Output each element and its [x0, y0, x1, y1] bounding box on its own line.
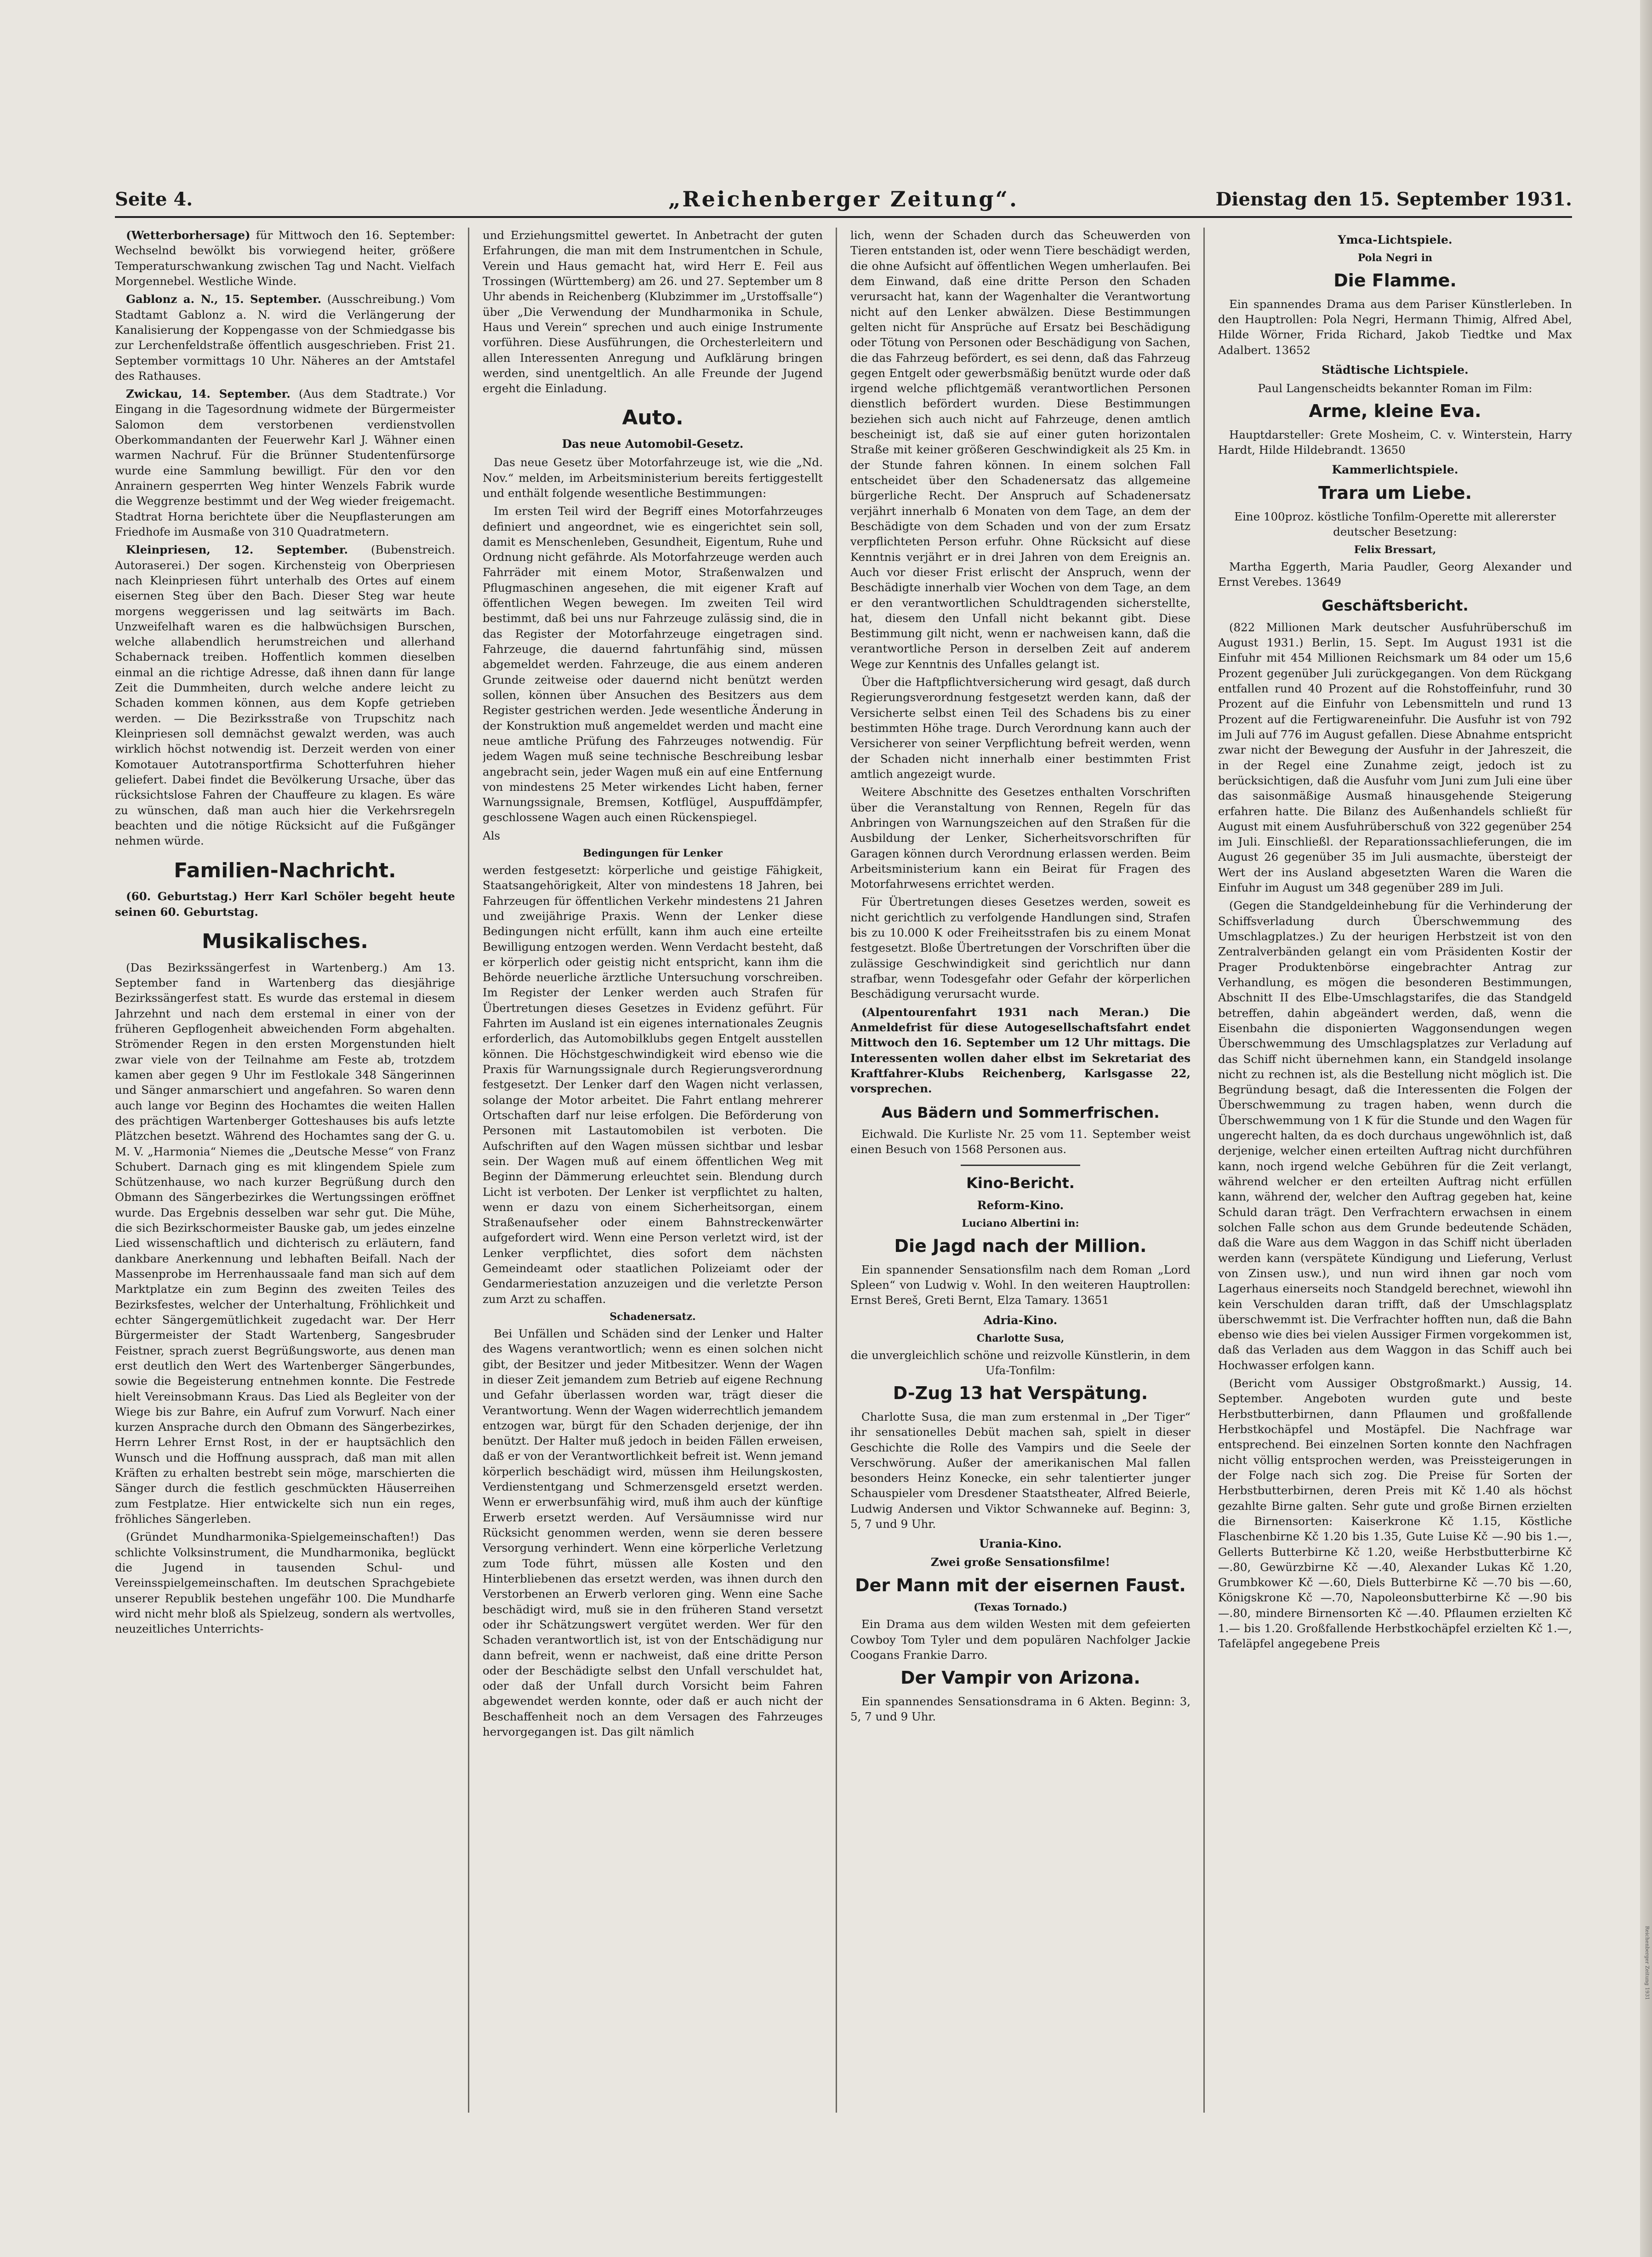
urania-title-2: Der Vampir von Arizona. [900, 1668, 1140, 1688]
column-1 [115, 228, 455, 2113]
weather-lead: (Wetterborhersage) [126, 229, 251, 242]
page-number: Seite 4. [115, 189, 193, 210]
adria-star: Charlotte Susa, [976, 1332, 1065, 1344]
schaden-text: Bei Unfällen und Schäden sind der Lenker und Halter des Wagens verantwortlich; wenn es einen solchen nicht gibt, der Besitzer und jeder Mitbesitzer. Wenn der Wagen in dieser Zeit jemandem zum Betrieb auf eigene Rechnung und Gefahr überlassen worden war, trägt dieser die Verantwortung. Wenn der Wagen widerrechtlich jemandem entzogen war, bürgt für den Schaden derjenige, der ihn benützt. Der Halter muß jedoch in beiden Fällen erweisen, daß er von der Verantwortlichkeit befreit ist. Wenn jemand körperlich beschädigt wird, müssen ihm Heilungskosten, Verdienstentgang und Schmerzensgeld ersetzt werden. Wenn er erwerbsunfähig wird, muß ihm auch der künftige Erwerb ersetzt werden. Auf Versäumnisse wird nur Rücksicht genommen werden, wenn sie deren bessere Versorgung verhindert. Wenn eine körperliche Verletzung zum Tode führt, müssen alle Kosten und den Hinterbliebenen das ersetzt werden, was ihnen durch den Verstorbenen an Erwerb verloren ging. Wenn eine Sache beschädigt wird, muß sie in den früheren Stand versetzt oder ihr Schätzungswert vergütet werden. Wer für den Schaden verantwortlich ist, ist von der Entschädigung nur dann befreit, wenn er nachweist, daß eine dritte Person oder der Beschädigte selbst den Unfall verschuldet hat, oder daß der Unfall durch Vorsicht beim Fahren abgewendet werden konnte, oder daß er auch nicht der Beschaffenheit noch an dem Versagen des Fahrzeuges hervorgegangen ist. Das gilt nämlich [483, 1326, 823, 1739]
urania-title-1: Der Mann mit der eisernen Faust. [855, 1575, 1186, 1595]
urania-text-2: Ein spannendes Sensationsdrama in 6 Akten. Beginn: 3, 5, 7 und 9 Uhr. [850, 1694, 1191, 1724]
kleinpriesen-lead: Kleinpriesen, 12. September. [126, 543, 348, 557]
gesch-text-3: (Bericht vom Aussiger Obstgroßmarkt.) Aussig, 14. September. Angeboten wurden gute und beste Herbstbutterbirnen, dann Pflaumen und großfallende Herbstkochäpfel und Mostäpfel. Die Nachfrage war entsprechend. Bei einzelnen Sorten konnte den Nachfragen nicht völlig entsprochen werden, was Preissteigerungen in der Folge nach sich zog. Die Preise für Sorten der Herbstbutterbirnen, deren Preis mit Kč 1.40 als höchst gezahlte Birne galten. Sehr gute und große Birnen erzielten die Birnensorten: Kaiserkrone Kč 1.15, Köstliche Flaschenbirne Kč 1.20 bis 1.35, Gute Luise Kč —.90 bis 1.—, Gellerts Butterbirne Kč 1.20, weiße Herbstbutterbirne Kč —.80, Gewürzbirne Kč —.40, Alexander Lukas Kč 1.20, Grumbkower Kč —.60, Diels Butterbirne Kč —.70 bis —.60, Königskrone Kč —.70, Napoleonsbutterbirne Kč —.90 bis —.80, mindere Birnensorten Kč —.40. Pflaumen erzielten Kč 1.— bis 1.20. Großfallende Herbstkochäpfel erzielten Kč 1.—, Tafeläpfel angegebene Preis [1218, 1377, 1572, 1651]
auto-text-1: Das neue Gesetz über Motorfahrzeuge ist, wie die „Nd. Nov.“ melden, im Arbeitsministerium bereits fertiggestellt und enthält folgende wesentliche Bestimmungen: [483, 456, 823, 500]
gesch-heading: Geschäftsbericht. [1322, 597, 1469, 615]
column-rule [468, 228, 469, 2113]
music-text-2: (Gründet Mundharmonika-Spielgemeinschaften!) Das schlichte Volksinstrument, die Mundharmonika, beglückt die Jugend in tausenden Schul- und Vereinsspielgemeinschaften. Im deutschen Sprachgebiete unserer Republik bestehen ungefähr 100. Die Mundharfe wird nicht mehr bloß als Spielzeug, sondern als wertvolles, neuzeitliches Unterrichts- [115, 1530, 455, 1636]
kammer-title: Trara um Liebe. [1318, 483, 1472, 503]
ymca-heading: Ymca-Lichtspiele. [1338, 233, 1453, 246]
reform-text [850, 1262, 1191, 1308]
gablonz-report [115, 291, 455, 383]
staedt-text [1218, 427, 1572, 458]
adria-heading: Adria-Kino. [983, 1313, 1058, 1327]
zwickau-lead: Zwickau, 14. September. [126, 387, 291, 401]
auto-als: Als [483, 829, 501, 842]
gablonz-text: (Ausschreibung.) Vom Stadtamt Gablonz a. N. wird die Verlängerung der Kanalisierung der Koppengasse von der Schmiedgasse bis zur Lerchenfeldstraße öffentlich ausgeschrieben. Frist 21. September vormittags 10 Uhr. Näheres an der Amtstafel des Rathauses. [115, 292, 455, 383]
kammer-number: 13649 [1305, 575, 1342, 589]
lenker-text: werden festgesetzt: körperliche und geistige Fähigkeit, Staatsangehörigkeit, Alter von mindestens 18 Jahren, bei Fahrzeugen für öffentlichen Verkehr mindestens 21 Jahren und zweijährige Praxis. Wenn der Lenker diese Bedingungen nicht erfüllt, kann ihm auch eine erteilte Bewilligung entzogen werden. Wenn Verdacht besteht, daß er körperlich oder geistig nicht entspricht, kann ihm die Behörde neuerliche ärztliche Untersuchung vorschreiben. Im Register der Lenker werden auch Strafen für Übertretungen dieses Gesetzes in Evidenz geführt. Für Fahrten im Ausland ist ein eigenes internationales Zeugnis erforderlich, das Automobilklubs gegen Entgelt ausstellen können. Die Höchstgeschwindigkeit wird ebenso wie die Praxis für Warnungssignale durch Regierungsverordnung festgesetzt. Der Lenker darf den Wagen nicht verlassen, solange der Motor arbeitet. Die Fahrt entlang mehrerer Ortschaften darf nur leise erfolgen. Die Beförderung von Personen mit Lastautomobilen ist verboten. Die Aufschriften auf den Wagen müssen sichtbar und lesbar sein. Der Wagen muß auf einem öffentlichen Weg mit Beginn der Dämmerung erleuchtet sein. Blendung durch Licht ist verboten. Der Lenker ist verpflichtet zu halten, wenn er dazu von einem Sicherheitsorgan, einem Straßenaufseher oder einem Bahnstreckenwärter aufgefordert wird. Wenn eine Person verletzt wird, ist der Lenker verpflichtet, dies sofort dem nächsten Gemeindeamt oder staatlichen Polizeiamt oder der Gendarmeriestation anzuzeigen und die verletzte Person zum Arzt zu schaffen. [483, 863, 823, 1306]
lenker-heading: Bedingungen für Lenker [583, 847, 723, 860]
columns [115, 228, 1572, 2113]
kammer-text [1218, 559, 1572, 590]
schaden-heading: Schadenersatz. [610, 1311, 696, 1323]
baeder-heading: Aus Bädern und Sommerfrischen. [881, 1103, 1160, 1121]
baeder-text: Eichwald. Die Kurliste Nr. 25 vom 11. September weist einen Besuch von 1568 Personen aus. [850, 1127, 1191, 1156]
staedt-number: 13650 [1369, 443, 1406, 457]
weather-text: für Mittwoch den 16. September: Wechselnd bewölkt bis vorwiegend heiter, größere Temperaturschwankung zwischen Tag und Nacht. Vielfach Morgennebel. Westliche Winde. [115, 229, 455, 288]
auto-continuation-2: Über die Haftpflichtversicherung wird gesagt, daß durch Regierungsverordnung festgesetzt werden kann, daß der Versicherte selbst einen Teil des Schadens bis zu einer bestimmten Höhe trage. Durch Verordnung kann auch der Versicherer von seiner Verpflichtung befreit werden, wenn der Schaden nicht innerhalb einer bestimmten Frist amtlich angezeigt wurde. [850, 675, 1191, 781]
issue-date: Dienstag den 15. September 1931. [1215, 189, 1572, 210]
adria-text: Charlotte Susa, die man zum erstenmal in „Der Tiger“ ihr sensationelles Debüt machen sah, spielt in dieser Geschichte die Rolle des Vampirs und die Seele der Verschwörung. Außer der amerikanischen Mal fallen besonders Heinz Konecke, ein sehr talentierter junger Schauspieler vom Dresdener Staatstheater, Alfred Beierle, Ludwig Andersen und Viktor Schwanneke auf. Beginn: 3, 5, 7 und 9 Uhr. [850, 1410, 1191, 1531]
kammer-text-body: Martha Eggerth, Maria Paudler, Georg Alexander und Ernst Verebes. [1218, 560, 1572, 589]
gesch-text-1: (822 Millionen Mark deutscher Ausfuhrüberschuß im August 1931.) Berlin, 15. Sept. Im August 1931 ist die Einfuhr mit 454 Millionen Reichsmark um 84 oder um 15,6 Prozent gegenüber Juli zurückgegangen. Von dem Rückgang entfallen rund 40 Prozent auf die Rohstoffeinfuhr, rund 30 Prozent auf die Einfuhr von Lebensmitteln und rund 13 Prozent auf die Fertigwareneinfuhr. Die Ausfuhr ist von 792 im Juli auf 776 im August gefallen. Diese Abnahme entspricht zwar nicht der Bewegung der Ausfuhr in der Jahreszeit, die in der Regel eine Zunahme zeigt, jedoch ist zu berücksichtigen, daß die Ausfuhr vom Juni zum Juli eine über das saisonmäßige Ausmaß hinausgehende Steigerung erfahren hatte. Die Bilanz des Außenhandels schließt für August mit einem Ausfuhrüberschuß von 322 gegenüber 254 im Juli. Einschließl. der Reparationssachlieferungen, die im August 26 gegenüber 35 im Juli ausmachte, übersteigt der Wert der ins Ausland abgesetzten Waren die Waren die Einfuhr im August um 348 gegenüber 289 im Juli. [1218, 620, 1572, 895]
reform-heading: Reform-Kino. [977, 1199, 1064, 1212]
column-rule [1203, 228, 1205, 2113]
family-heading: Familien-Nachricht. [174, 858, 396, 882]
kammer-star: Felix Bressart, [1354, 543, 1436, 556]
ymca-text [1218, 297, 1572, 358]
family-text: (60. Geburtstag.) Herr Karl Schöler begeht heute seinen 60. Geburtstag. [115, 890, 455, 919]
weather-report [115, 228, 455, 289]
page-edge [1640, 0, 1652, 2257]
zwickau-text: (Aus dem Stadtrate.) Vor Eingang in die Tagesordnung widmete der Bürgermeister Salomon dem verstorbenen verdienstvollen Oberkommandanten der Feuerwehr Karl J. Wähner einen warmen Nachruf. Für die Brünner Studentenfürsorge wurde eine Sammlung bewilligt. Für den vor den Anrainern gesperrten Weg hinter Wenzels Fabrik wurde die Weggrenze bestimmt und der Weg wieder freigemacht. Stadtrat Horna berichtete über die Neupflasterungen am Friedhofe im Ausmaße von 310 Quadratmetern. [115, 387, 455, 538]
music-heading: Musikalisches. [202, 929, 368, 953]
kleinpriesen-text: (Bubenstreich. Autoraserei.) Der sogen. Kirchensteig von Oberpriesen nach Kleinpriesen führt unterhalb des Ortes auf einem eisernen Steg über den Bach. Dieser Steg war heute morgens weggerissen und lag seitwärts im Bach. Unzweifelhaft waren es die halbwüchsigen Burschen, welche allabendlich herumstreichen und allerhand Schabernack treiben. Hoffentlich kommen dieselben einmal an die richtige Adresse, daß ihnen dann für lange Zeit die Dummheiten, durch welche andere leicht zu Schaden kommen können, aus dem Kopfe getrieben werden. — Die Bezirksstraße von Trupschitz nach Kleinpriesen soll demnächst gewalzt werden, was auch wirklich höchst notwendig ist. Derzeit werden von einer Komotauer Autotransportfirma Schotterfuhren hieher geliefert. Dabei findet die Bevölkerung Ursache, über das rücksichtslose Fahren der Chauffeure zu klagen. Es wäre zu wünschen, daß man auch hier die Verkehrsregeln beachten und die nötige Rücksicht auf die Fußgänger nehmen würde. [115, 543, 455, 848]
urania-sub: Zwei große Sensationsfilme! [930, 1555, 1111, 1569]
urania-text-1: Ein Drama aus dem wilden Westen mit dem gefeierten Cowboy Tom Tyler und dem populären Nachfolger Jackie Coogans Frankie Darro. [850, 1617, 1191, 1662]
ymca-title: Die Flamme. [1333, 270, 1457, 291]
newspaper-title: „Reichenberger Zeitung“. [668, 187, 1019, 211]
music-continuation: und Erziehungsmittel gewertet. In Anbetracht der guten Erfahrungen, die man mit dem Instrumentchen in Schule, Verein und Haus gemacht hat, wird Herr E. Feil aus Trossingen (Württemberg) am 26. und 27. September um 8 Uhr abends in Reichenberg (Klubzimmer im „Urstoffsalle“) über „Die Verwendung der Mundharmonika in Schule, Haus und Verein“ sprechen und auch einige Instrumente vorführen. Diese Ausführungen, die Orchesterleitern und allen Interessenten Anregung und Aufklärung bringen werden, sind unentgeltlich. An alle Freunde der Jugend ergeht die Einladung. [483, 229, 823, 395]
column-2 [483, 228, 823, 2113]
staedt-heading: Städtische Lichtspiele. [1322, 363, 1469, 377]
staedt-sub: Paul Langenscheidts bekannter Roman im Film: [1258, 381, 1532, 395]
kammer-sub: Eine 100proz. köstliche Tonfilm-Operette mit allererster deutscher Besetzung: [1234, 510, 1556, 539]
separator [961, 1165, 1080, 1166]
staedt-text-body: Hauptdarsteller: Grete Mosheim, C. v. Winterstein, Harry Hardt, Hilde Hildebrandt. [1218, 428, 1572, 457]
reform-star: Luciano Albertini in: [962, 1217, 1079, 1230]
column-rule [836, 228, 837, 2113]
auto-continuation: lich, wenn der Schaden durch das Scheuwerden von Tieren entstanden ist, oder wenn Tiere beschädigt werden, die ohne Aufsicht auf öffentlichen Wegen umherlaufen. Bei dem Einwand, daß eine dritte Person den Schaden verursacht hat, kann der Wagenhalter die Verantwortung nicht auf den Lenker abwälzen. Diese Bestimmungen gelten nicht für Ansprüche auf Ersatz bei Beschädigung oder Tötung von Personen oder Beschädigung von Sachen, die das Fahrzeug befördert, es sei denn, daß das Fahrzeug gegen Entgelt oder gewerbsmäßig benützt wurde oder daß irgend welche pflichtgemäß verantwortlichen Personen dienstlich befördert wurden. Diese Bestimmungen beziehen sich auch nicht auf Fahrzeuge, denen amtlich bescheinigt ist, daß sie auf einer guten horizontalen Straße mit keiner größeren Geschwindigkeit als 25 Km. in der Stunde fahren können. In einem solchen Fall entscheidet über den Schadenersatz das allgemeine bürgerliche Recht. Der Anspruch auf Schadenersatz verjährt innerhalb 6 Monaten von dem Tage, an dem der Beschädigte von dem Schaden und von der zum Ersatz verpflichteten Person erfuhr. Ohne Rücksicht auf diese Kenntnis verjährt er in drei Jahren von dem Ereignis an. Auch vor dieser Frist erlischt der Anspruch, wenn der Beschädigte innerhalb vier Wochen von dem Tage, an dem er den verantwortlichen Schuldtragenden sicherstellte, hat, diesem den Unfall nicht bekannt gibt. Diese Bestimmung gilt nicht, wenn er nachweisen kann, daß die verantwortliche Person in derselben Zeit auf anderem Wege zur Kenntnis des Unfalles gelangt ist. [850, 229, 1191, 671]
auto-continuation-4: Für Übertretungen dieses Gesetzes werden, soweit es nicht gerichtlich zu verfolgende Handlungen sind, Strafen bis zu 10.000 K oder Freiheitsstrafen bis zu einem Monat festgesetzt. Bloße Übertretungen der Vorschriften über die zulässige Geschwindigkeit sind gerichtlich nur dann strafbar, wenn Todesgefahr oder Gefahr der körperlichen Beschädigung verursacht wurde. [850, 895, 1191, 1001]
kleinpriesen-report [115, 542, 455, 848]
gablonz-lead: Gablonz a. N., 15. September. [126, 292, 322, 306]
reform-number: 13651 [1073, 1293, 1109, 1307]
column-3 [850, 228, 1191, 2113]
column-4 [1218, 228, 1572, 2113]
staedt-title: Arme, kleine Eva. [1309, 401, 1481, 422]
adria-sub: die unvergleichlich schöne und reizvolle Künstlerin, in dem Ufa-Tonfilm: [850, 1348, 1191, 1377]
reform-text-body: Ein spannender Sensationsfilm nach dem Roman „Lord Spleen“ von Ludwig v. Wohl. In den weiteren Hauptrollen: Ernst Bereš, Greti Bernt, Elza Tamary. [850, 1263, 1191, 1307]
music-text-1: (Das Bezirkssängerfest in Wartenberg.) Am 13. September fand in Wartenberg das diesjährige Bezirkssängerfest statt. Es wurde das erstemal in diesem Jahrzehnt und nach dem erstemal in einer von der früheren Gepflogenheit abweichenden Form abgehalten. Strömender Regen in den ersten Morgenstunden hielt zwar viele von der Teilnahme am Feste ab, trotzdem kamen aber gegen 9 Uhr im Festlokale 348 Sängerinnen und Sänger anmarschiert und angefahren. So waren denn auch lange vor Beginn des Hochamtes die weiten Hallen des prächtigen Wartenberger Gotteshauses bis aufs letzte Plätzchen besetzt. Während des Hochamtes sang der G. u. M. V. „Harmonia“ Niemes die „Deutsche Messe“ von Franz Schubert. Darnach ging es mit klingendem Spiele zum Schützenhause, wo nach kurzer Begrüßung durch den Obmann des Sängerbezirkes die Wertungssingen eröffnet wurde. Das Ergebnis desselben war sehr gut. Die Mühe, die sich Bezirkschormeister Bauske gab, um jedes einzelne Lied wissenschaftlich und dichterisch zu erläutern, fand dankbare Anerkennung und lebhaften Beifall. Nach der Massenprobe im Herrenhaussaale fand man sich auf dem Marktplatze ein zum Beginn des zweiten Teiles des Bezirksfestes, welcher der Unterhaltung, Fröhlichkeit und echter Sängergemütlichkeit zugedacht war. Der Herr Bürgermeister der Stadt Wartenberg, Sangesbruder Feistner, sprach zuerst Begrüßungsworte, aus denen man erst deutlich den Wert des Wartenberger Sängerbundes, sowie die Begeisterung entnehmen konnte. Die Festrede hielt Vereinsobmann Kraus. Das Lied als Begleiter von der Wiege bis zur Bahre, ein Aufruf zum Vorwurf. Nach einer kurzen Ansprache durch den Obmann des Sängerbezirkes, Herrn Lehrer Ernst Rost, in der er hauptsächlich den Wunsch und die Hoffnung aussprach, daß man mit allen Kräften zu erhalten bestrebt sein möge, marschierten die Sänger durch die festlich geschmückten Häuserreihen zum Festplatze. Hier entwickelte sich nun ein reges, fröhliches Sängerleben. [115, 960, 455, 1526]
urania-heading: Urania-Kino. [979, 1537, 1062, 1551]
page-header [115, 184, 1572, 218]
urania-sub-2: (Texas Tornado.) [974, 1601, 1067, 1614]
adria-title: D-Zug 13 hat Verspätung. [893, 1383, 1148, 1404]
kammer-heading: Kammerlichtspiele. [1332, 463, 1458, 477]
auto-heading: Auto. [622, 406, 684, 430]
zwickau-report [115, 386, 455, 539]
kino-heading: Kino-Bericht. [966, 1174, 1075, 1192]
archive-stamp: Reichenberger Zeitung 1931 [1644, 1926, 1650, 2000]
gesch-text-2: (Gegen die Standgeldeinhebung für die Verhinderung der Schiffsverladung durch Überschwemmung des Umschlagplatzes.) Zu der heurigen Herbstzeit ist von den Zentralverbänden gelangt ein vom Präsidenten Kostir der Prager Produktenbörse eingebrachter Antrag zur Verhandlung, es mögen die besonderen Bestimmungen, Abschnitt II des Elbe-Umschlagstarifes, die das Standgeld betreffen, dahin abgeändert werden, daß, wenn die Eisenbahn die disponierten Waggonsendungen wegen Überschwemmung des Umschlagsplatzes zur Verladung auf das Schiff nicht übernehmen kann, ein Standgeld insolange nicht zu rechnen ist, als die Bestellung nicht möglich ist. Die Begründung besagt, daß die Interessenten die Folgen der Überschwemmung zu tragen haben, wenn durch die Überschwemmung von 1 K für die Stunde und den Wagen für ungerecht halten, da es doch durchaus ungewöhnlich ist, daß derjenige, welcher einen erteilten Auftrag nicht durchführen kann, noch irgend welche Gebühren für die Zeit verlangt, während welcher er den erteilten Auftrag nicht erfüllen kann, während der, welcher den Auftrag gegeben hat, keine Schuld daran trägt. Den Verfrachtern erwachsen in einem solchen Falle schon aus dem Grunde bedeutende Schäden, daß die Ware aus dem Waggon in das Schiff nicht überladen werden kann (verspätete Kündigung und Lieferung, Verlust von Zinsen usw.), und nun wird ihnen gar noch vom Lagerhaus einerseits noch Standgeld berechnet, wiewohl ihn kein Verschulden daran trifft, daß der Umschlagsplatz überschwemmt ist. Die Verfrachter hofften nun, daß die Bahn ebenso wie dies bei vielen Aussiger Firmen vorgekommen ist, daß das Verladen aus dem Waggon in das Schiff auch bei Hochwasser erfolgen kann. [1218, 899, 1572, 1372]
reform-title: Die Jagd nach der Million. [894, 1236, 1147, 1257]
ymca-text-body: Ein spannendes Drama aus dem Pariser Künstlerleben. In den Hauptrollen: Pola Negri, Hermann Thimig, Alfred Abel, Hilde Wörner, Frida Richard, Jakob Tiedtke und Max Adalbert. [1218, 297, 1572, 357]
auto-continuation-3: Weitere Abschnitte des Gesetzes enthalten Vorschriften über die Veranstaltung von Rennen, Regeln für das Anbringen von Warnungszeichen auf den Straßen für die Ausbildung der Lenker, Sicherheitsvorschriften für Garagen können durch Verordnung erlassen werden. Beim Arbeitsministerium kann ein Beirat für Fragen des Motorfahrwesens errichtet werden. [850, 785, 1191, 891]
ymca-number: 13652 [1275, 343, 1311, 357]
auto-subheading: Das neue Automobil-Gesetz. [562, 437, 744, 451]
alpen-text: (Alpentourenfahrt 1931 nach Meran.) Die Anmeldefrist für diese Autogesellschaftsfahrt endet Mittwoch den 16. September um 12 Uhr mittags. Die Interessenten wollen daher elbst im Sekretariat des Kraftfahrer-Klubs Reichenberg, Karlsgasse 22, vorsprechen. [850, 1005, 1191, 1096]
ymca-star: Pola Negri in [1357, 252, 1433, 264]
auto-text-2: Im ersten Teil wird der Begriff eines Motorfahrzeuges definiert und angeordnet, wie es eingerichtet sein soll, damit es Menschenleben, Gesundheit, Eigentum, Ruhe und Ordnung nicht gefährde. Als Motorfahrzeuge werden auch Fahrräder mit einem Motor, Straßenwalzen und Pflugmaschinen angesehen, die mit eigener Kraft auf öffentlichen Wegen bewegen. Im zweiten Teil wird bestimmt, daß bei uns nur Fahrzeuge zulässig sind, die in das Register der Motorfahrzeuge eingetragen sind. Fahrzeuge, die dauernd fahrtunfähig sind, müssen abgemeldet werden. Fahrzeuge, die aus einem anderen Grunde zeitweise oder dauernd nicht benützt werden sollen, können über Ansuchen des Besitzers aus dem Register gestrichen werden. Jede wesentliche Änderung in der Konstruktion muß angemeldet werden und macht eine neue amtliche Prüfung des Fahrzeuges notwendig. Für jedem Wagen muß seine technische Beschreibung lesbar angebracht sein, jeder Wagen muß ein auf eine Entfernung von mindestens 25 Meter wirkendes Licht haben, ferner Warnungssignale, Bremsen, Kotflügel, Auspuffdämpfer, geschlossene Wagen auch einen Rückenspiegel. [483, 504, 823, 824]
